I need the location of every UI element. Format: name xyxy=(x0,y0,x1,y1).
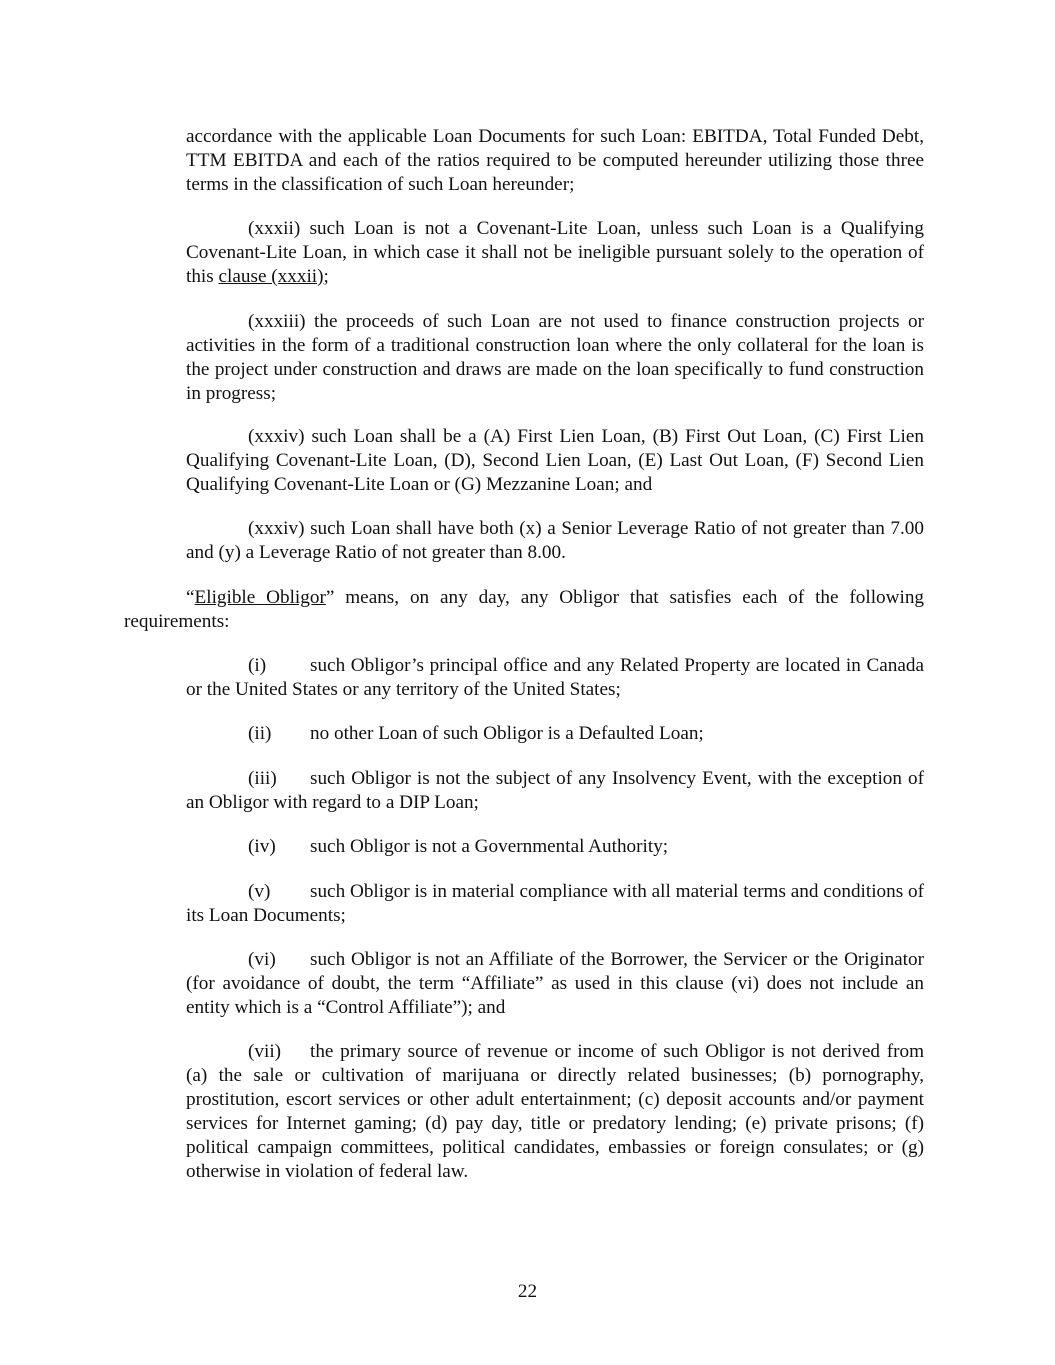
clause-number: (xxxiv) xyxy=(248,426,305,447)
definition-text: ” means, on any day, any Obligor that satisfies each of the following requirements: xyxy=(124,587,925,632)
clause-text-end: ; xyxy=(323,266,329,287)
item-number: (i) xyxy=(248,655,267,676)
item-number: (v) xyxy=(248,881,271,902)
item-text: such Obligor’s principal office and any Related Property are located in Canada or the United States or any territory of the United States; xyxy=(186,655,924,700)
item-number: (vi) xyxy=(248,949,276,970)
clause-number: (xxxiii) xyxy=(248,311,306,332)
item-text: such Obligor is not an Affiliate of the Borrower, the Servicer or the Originator (for avoidance of doubt, the term “Affiliate” as used in this clause (vi) does not include an entity which is a “Control Affiliate”); and xyxy=(186,949,924,1018)
item-text: no other Loan of such Obligor is a Defaulted Loan; xyxy=(310,723,704,744)
item-text: such Obligor is in material compliance with all material terms and conditions of its Loan Documents; xyxy=(186,881,924,926)
list-item-iii xyxy=(186,767,924,815)
list-item-i xyxy=(186,654,924,702)
paragraph-clause-xxxii xyxy=(186,217,924,289)
item-text: the primary source of revenue or income of such Obligor is not derived from (a) the sale or cultivation of marijuana or directly related businesses; (b) pornography, prostitution, escort services or other adult entertainment; (c) deposit accounts and/or payment services for Internet gaming; (d) pay day, title or predatory lending; (e) private prisons; (f) political campaign committees, political candidates, embassies or foreign consulates; or (g) otherwise in violation of federal law. xyxy=(186,1041,924,1182)
page-number: 22 xyxy=(517,1281,538,1302)
definition-eligible-obligor xyxy=(124,586,924,634)
paragraph-clause-xxxiv-b xyxy=(186,517,924,565)
clause-text: such Loan shall be a (A) First Lien Loan, (B) First Out Loan, (C) First Lien Qualifying Covenant-Lite Loan, (D), Second Lien Loan, (E) Last Out Loan, (F) Second Lien Qualifying Covenant-Lite Loan or (G) Mezzanine Loan; and xyxy=(186,426,924,495)
list-item-vi xyxy=(186,948,924,1020)
item-number: (ii) xyxy=(248,723,272,744)
paragraph-clause-xxxiii xyxy=(186,310,924,406)
clause-text: the proceeds of such Loan are not used to finance construction projects or activities in the form of a traditional construction loan where the only collateral for the loan is the project under construction and draws are made on the loan specifically to fund construction in progress; xyxy=(186,311,924,404)
clause-text: such Loan is not a Covenant-Lite Loan, unless such Loan is a Qualifying Covenant-Lite Loan, in which case it shall not be ineligible pursuant solely to the operation of this xyxy=(186,218,924,287)
paragraph-intro-text: accordance with the applicable Loan Documents for such Loan: EBITDA, Total Funded Debt, TTM EBITDA and each of the ratios required to be computed hereunder utilizing those three terms in the classification of such Loan hereunder; xyxy=(186,126,924,195)
paragraph-intro xyxy=(186,125,924,197)
paragraph-clause-xxxiv-a xyxy=(186,425,924,497)
clause-reference-link[interactable]: clause (xxxii) xyxy=(218,266,324,287)
item-number: (iv) xyxy=(248,836,276,857)
clause-text: (xxxiv) such Loan shall have both (x) a Senior Leverage Ratio of not greater than 7.00 and (y) a Leverage Ratio of not greater than 8.00. xyxy=(186,518,924,563)
item-number: (iii) xyxy=(248,768,277,789)
list-item-v xyxy=(186,880,924,928)
item-text: such Obligor is not a Governmental Authority; xyxy=(310,836,669,857)
list-item-iv xyxy=(186,835,924,859)
definition-term: Eligible Obligor xyxy=(194,587,326,608)
item-text: such Obligor is not the subject of any Insolvency Event, with the exception of an Obligor with regard to a DIP Loan; xyxy=(186,768,924,813)
clause-number: (xxxii) xyxy=(248,218,301,239)
item-number: (vii) xyxy=(248,1041,282,1062)
definition-open-quote: “ xyxy=(186,587,195,608)
list-item-vii xyxy=(186,1040,924,1184)
list-item-ii xyxy=(186,722,924,746)
